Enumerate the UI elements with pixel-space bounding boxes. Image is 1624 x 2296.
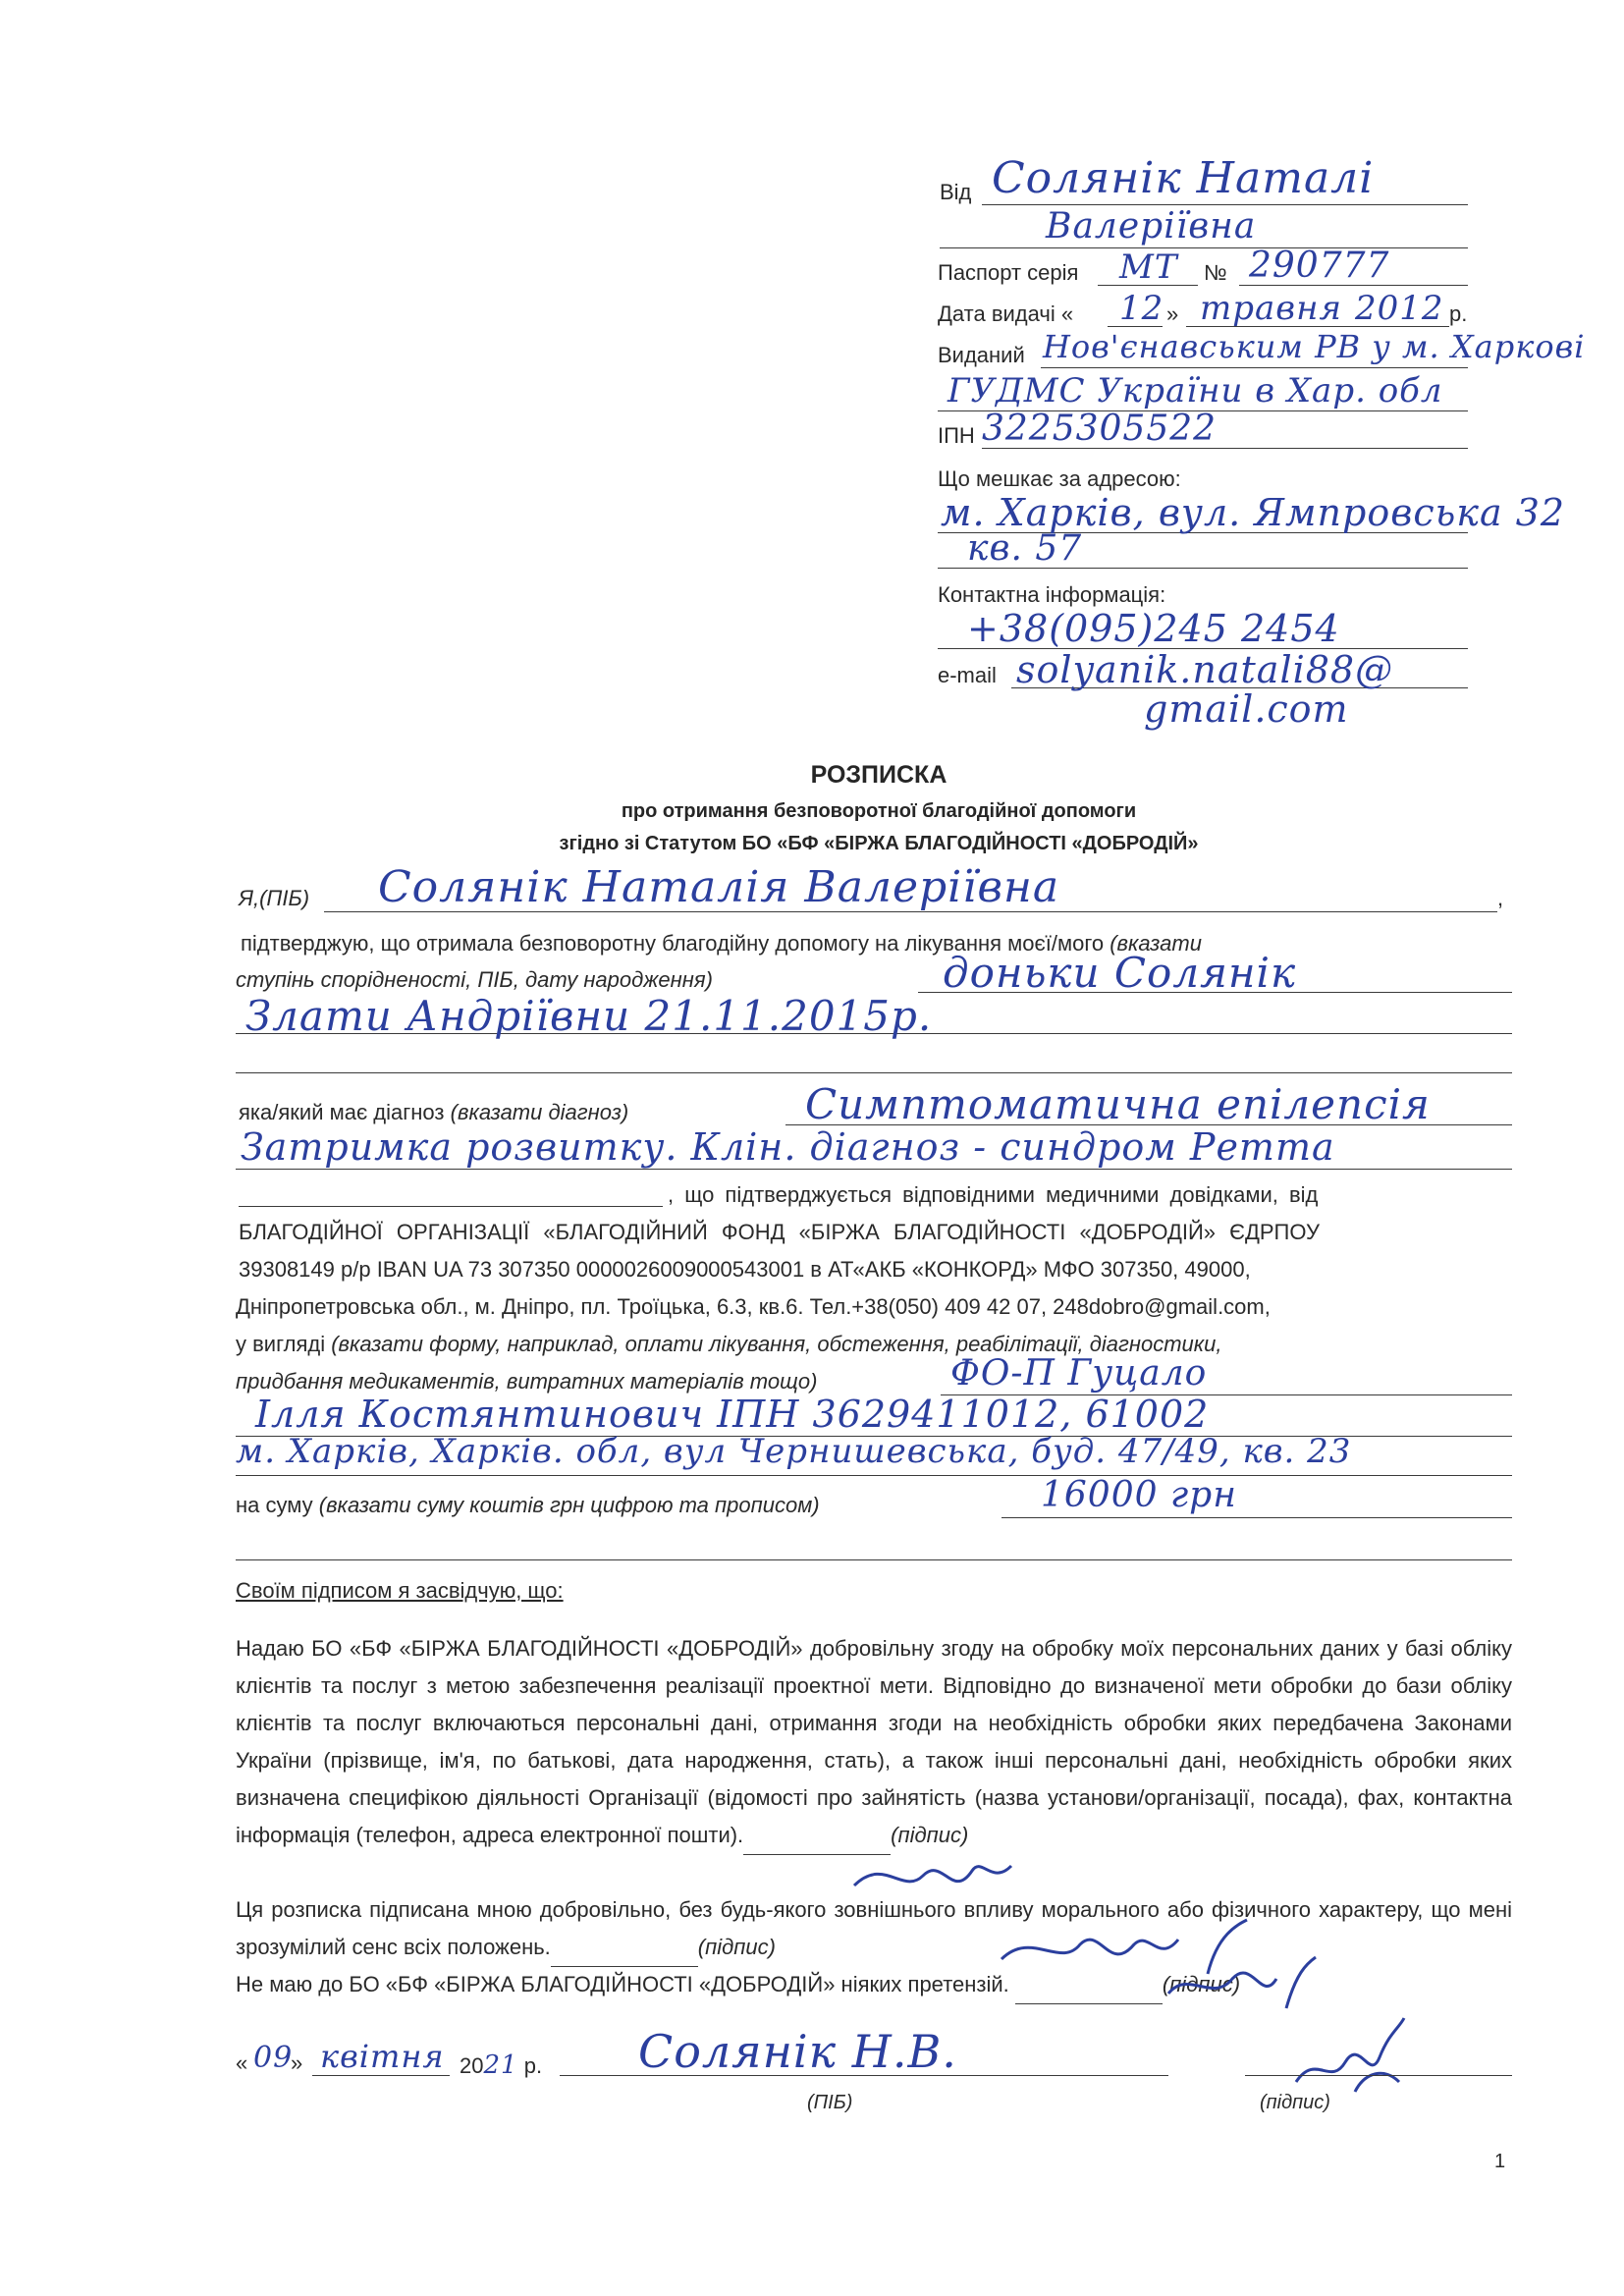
- form-value-1: ФО-П Гуцало: [950, 1353, 1208, 1394]
- page-number: 1: [1494, 2151, 1506, 2172]
- pib-value: Солянік Наталія Валеріївна: [378, 862, 1060, 912]
- diagnosis-value-1: Симптоматична епілепсія: [805, 1080, 1431, 1128]
- org-line-1: , що підтверджується відповідними медичними довідками, від: [668, 1182, 1319, 1207]
- signature-3: [1159, 1949, 1326, 2013]
- address-label: Що мешкає за адресою:: [938, 466, 1181, 491]
- sum-value: 16000 грн: [1041, 1475, 1237, 1515]
- consent-heading: Своїм підписом я засвідчую, що:: [236, 1578, 564, 1603]
- document-subtitle-1: про отримання безповоротної благодійної допомоги: [621, 800, 1137, 822]
- consent-paragraph-1: Надаю БО «БФ «БІРЖА БЛАГОДІЙНОСТІ «ДОБРОДІЙ» добровільну згоду на обробку моїх персональних даних у базі обліку клієнтів та послуг з метою забезпечення реалізації проектної мети. Відповідно до визначеної мети обробки до бази обліку клієнтів та послуг включаються персональні дані, отримання згоди на необхідність обробки яких передбачена Законами України (прізвище, ім'я, по батькові, дата народження, стать), а також інші персональні дані, необхідність обробки яких визначена специфікою діяльності Організації (відомості про зайнятість (назва установи/організації, посада), фах, контактна інформація (телефон, адреса електронної пошти). (підпис): [236, 1630, 1512, 1855]
- signature-4: [1286, 2013, 1414, 2102]
- confirm-hint: ступінь спорідненості, ПІБ, дату народження): [236, 967, 713, 992]
- issued-by-value-2: ГУДМС України в Хар. обл: [947, 371, 1443, 410]
- from-label: Від: [940, 180, 972, 204]
- passport-number-label: №: [1204, 260, 1227, 285]
- from-value-2: Валеріївна: [1046, 206, 1257, 246]
- document-subtitle-2: згідно зі Статутом БО «БФ «БІРЖА БЛАГОДІЙНОСТІ «ДОБРОДІЙ»: [559, 833, 1199, 854]
- sum-line: [1001, 1517, 1512, 1518]
- sign-line: [1245, 2075, 1512, 2076]
- date-day-value: 09: [253, 2041, 294, 2075]
- relative-line-3: [236, 1072, 1512, 1073]
- address-value-1: м. Харків, вул. Ямпровська 32: [941, 491, 1566, 534]
- relative-value-1: доньки Солянік: [943, 949, 1297, 997]
- date-open-quote: «: [236, 2050, 248, 2075]
- consent-paragraph-2: Ця розписка підписана мною добровільно, без будь-якого зовнішнього впливу морального або фізичного характеру, що мені зрозумілий сенс всіх положень. (підпис): [236, 1891, 1512, 1967]
- sum-line-2: [236, 1559, 1512, 1560]
- org-line-3: 39308149 р/р IBAN UA 73 307350 0000026009000543001 в АТ«АКБ «КОНКОРД» МФО 307350, 49000,: [239, 1257, 1251, 1282]
- issue-date-close: »: [1166, 301, 1179, 326]
- date-month-line: [312, 2075, 450, 2076]
- form-label: у вигляді (вказати форму, наприклад, оплати лікування, обстеження, реабілітації, діагностики,: [236, 1332, 1222, 1356]
- passport-number-value: 290777: [1249, 246, 1390, 286]
- confirm-text: підтверджую, що отримала безповоротну благодійну допомогу на лікування моєї/мого (вказати: [241, 931, 1202, 956]
- from-line-1: [982, 204, 1468, 205]
- date-month-value: квітня: [320, 2038, 445, 2075]
- ipn-label: ІПН: [938, 423, 975, 448]
- passport-series-value: МТ: [1119, 247, 1178, 287]
- contact-phone-value: +38(095)245 2454: [967, 607, 1340, 650]
- issue-month-value: травня: [1200, 289, 1342, 328]
- address-value-2: кв. 57: [967, 528, 1083, 569]
- issue-date-label: Дата видачі «: [938, 301, 1074, 326]
- issued-by-value-1: Нов'єнавським РВ у м. Харкові: [1043, 328, 1586, 365]
- from-value-1: Солянік Наталі: [992, 153, 1375, 203]
- passport-series-label: Паспорт серія: [938, 260, 1079, 285]
- form-hint-2: придбання медикаментів, витратних матеріалів тощо): [236, 1369, 818, 1394]
- pib-caption: (ПІБ): [807, 2092, 853, 2113]
- diagnosis-line-2: [236, 1169, 1512, 1170]
- pib-comma: ,: [1497, 886, 1504, 910]
- form-value-2: Ілля Костянтинович ІПН 3629411012, 61002: [255, 1393, 1210, 1436]
- contact-label: Контактна інформація:: [938, 582, 1166, 607]
- issue-day-value: 12: [1119, 289, 1164, 328]
- consent-paragraph-3: Не маю до БО «БФ «БІРЖА БЛАГОДІЙНОСТІ «ДОБРОДІЙ» ніяких претензій. (підпис): [236, 1966, 1512, 2004]
- date-close-quote: »: [291, 2050, 303, 2075]
- relative-value-2: Злати Андріївни 21.11.2015р.: [245, 992, 933, 1040]
- sum-label: на суму (вказати суму коштів грн цифрою та прописом): [236, 1493, 820, 1517]
- org-line-2: БЛАГОДІЙНОЇ ОРГАНІЗАЦІЇ «БЛАГОДІЙНИЙ ФОНД «БІРЖА БЛАГОДІЙНОСТІ «ДОБРОДІЙ» ЄДРПОУ: [239, 1220, 1320, 1244]
- diagnosis-line-3: [239, 1206, 663, 1207]
- org-line-4: Дніпропетровська обл., м. Дніпро, пл. Троїцька, 6.3, кв.6. Тел.+38(050) 409 42 07, 248dobro@gmail.com,: [236, 1294, 1271, 1319]
- form-value-3: м. Харків, Харків. обл, вул Чернишевська, буд. 47/49, кв. 23: [236, 1432, 1352, 1471]
- issue-year-suffix: р.: [1449, 301, 1468, 326]
- sign-caption: (підпис): [1260, 2092, 1330, 2113]
- issued-by-label: Виданий: [938, 343, 1025, 367]
- diagnosis-value-2: Затримка розвитку. Клін. діагноз - синдром Ретта: [241, 1125, 1335, 1169]
- issued-by-line-1: [1041, 367, 1468, 368]
- ipn-value: 3225305522: [982, 409, 1218, 449]
- form-line-3: [236, 1475, 1512, 1476]
- email-label: e-mail: [938, 663, 997, 687]
- issue-year-value: 2012: [1355, 289, 1444, 328]
- date-year: 2021 р.: [460, 2050, 543, 2080]
- diagnosis-label: яка/який має діагноз (вказати діагноз): [239, 1100, 629, 1124]
- pib-label: Я,(ПІБ): [239, 886, 310, 910]
- document-title: РОЗПИСКА: [810, 761, 947, 789]
- name-value: Солянік Н.В.: [638, 2025, 957, 2078]
- email-value-2: gmail.com: [1144, 687, 1349, 731]
- signature-1: [844, 1846, 1021, 1905]
- email-value-1: solyanik.natali88@: [1016, 648, 1394, 691]
